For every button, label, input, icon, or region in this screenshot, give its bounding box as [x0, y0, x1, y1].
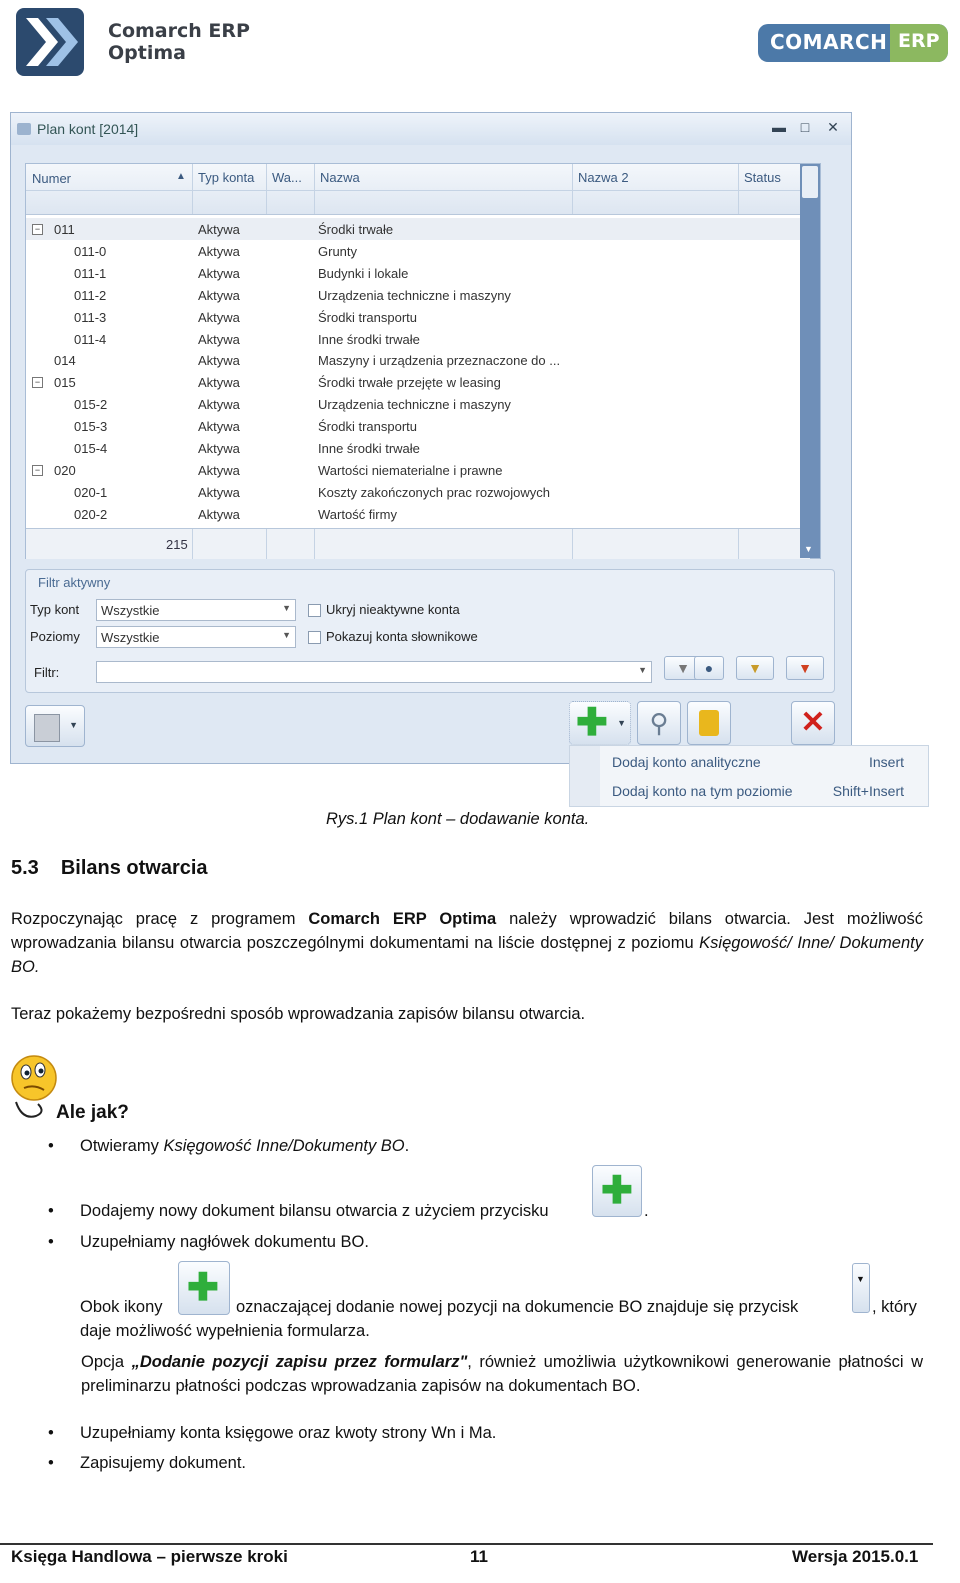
table-row[interactable]: [26, 349, 810, 371]
sort-asc-icon: ▲: [176, 171, 186, 182]
cell-typ: Aktywa: [198, 331, 240, 347]
cell-nazwa: Inne środki trwałe: [318, 441, 420, 456]
add-dropdown-menu: [569, 745, 929, 807]
cell-numer: 015-3: [74, 419, 108, 435]
cell-nazwa: Urządzenia techniczne i maszyny: [318, 287, 511, 303]
cell-typ: Aktywa: [198, 484, 240, 500]
table-row[interactable]: [26, 284, 810, 306]
inline-dropdown-arrow-button: [852, 1263, 870, 1313]
optima-logo-icon: [16, 8, 84, 76]
cell-numer: 015: [54, 375, 76, 391]
table-row[interactable]: [26, 328, 810, 350]
cell-numer: 011-3: [74, 309, 107, 325]
intro-paragraph: [11, 907, 923, 979]
filter-header: Filtr aktywny: [38, 575, 111, 590]
maximize-icon[interactable]: □: [800, 119, 810, 135]
cell-numer: 011: [54, 222, 75, 237]
col-nazwa[interactable]: Nazwa: [320, 170, 360, 185]
window-title: Plan kont [2014]: [37, 121, 139, 137]
product-name-line2: Optima: [108, 42, 186, 64]
obok-text-c: , który: [872, 1298, 917, 1316]
ukryj-checkbox[interactable]: [308, 604, 321, 617]
minimize-icon[interactable]: ▬: [772, 119, 786, 135]
para1-text-e: .: [34, 958, 40, 976]
bullet-dot: •: [48, 1137, 54, 1155]
cell-typ: Aktywa: [198, 243, 240, 259]
cell-typ: Aktywa: [198, 419, 240, 435]
chevron-down-icon: ▼: [69, 720, 78, 730]
para1-text-d: Księgowość/ Inne/ Dokumenty BO: [11, 934, 923, 976]
cell-nazwa: Maszyny i urządzenia przeznaczone do ...: [318, 353, 561, 369]
ukryj-label: Ukryj nieaktywne konta: [326, 602, 460, 617]
chevron-down-icon: ▼: [638, 665, 647, 675]
inline-add-icon-2: [178, 1261, 230, 1315]
pokazuj-label: Pokazuj konta słownikowe: [326, 629, 478, 644]
bullet-dot: •: [48, 1202, 54, 1220]
opcja-text-b: „Dodanie pozycji zapisu przez formularz": [131, 1353, 468, 1371]
plan-kont-window: [10, 112, 852, 764]
cell-numer: 011-0: [74, 243, 107, 259]
typ-kont-select[interactable]: [96, 599, 296, 621]
cell-nazwa: Środki transportu: [318, 309, 417, 325]
cell-numer: 014: [54, 353, 76, 369]
bullet-dot: •: [48, 1233, 54, 1251]
cell-nazwa: Inne środki trwałe: [318, 331, 420, 347]
plus-icon: ✚: [601, 1170, 633, 1212]
table-row[interactable]: [26, 218, 810, 240]
close-icon[interactable]: ✕: [827, 119, 839, 135]
cell-typ: Aktywa: [198, 287, 240, 303]
collapse-icon[interactable]: −: [32, 465, 43, 476]
para1-text-b: Comarch ERP Optima: [308, 910, 497, 928]
cell-numer: 011-1: [74, 265, 107, 281]
bullet-5: Zapisujemy dokument.: [80, 1454, 246, 1472]
print-button[interactable]: [25, 705, 85, 747]
delete-bin-button[interactable]: [687, 701, 731, 745]
bullet-dot: •: [48, 1454, 54, 1472]
cell-numer: 020-2: [74, 506, 108, 522]
filter-globe-icon[interactable]: ●: [694, 656, 724, 680]
grid-header: [26, 164, 810, 215]
cell-typ: Aktywa: [198, 462, 240, 478]
filter-funnel-icon[interactable]: ▼: [664, 656, 702, 680]
window-app-icon: [17, 123, 31, 135]
bullet-4: Uzupełniamy konta księgowe oraz kwoty strony Wn i Ma.: [80, 1424, 497, 1442]
footer-divider: [0, 1543, 933, 1545]
inline-add-button: [592, 1165, 642, 1217]
cell-nazwa: Koszty zakończonych prac rozwojowych: [318, 484, 550, 500]
table-row[interactable]: [26, 306, 810, 328]
plus-icon: ✚: [576, 702, 608, 744]
ale-jak-heading: Ale jak?: [56, 1102, 129, 1123]
filter-clear-icon[interactable]: ▼: [786, 656, 824, 680]
col-numer[interactable]: Numer: [32, 171, 72, 186]
record-count: 215: [166, 537, 188, 552]
footer-version: Wersja 2015.0.1: [792, 1547, 919, 1566]
filter-panel: [25, 569, 835, 693]
para2: Teraz pokażemy bezpośredni sposób wprowadzania zapisów bilansu otwarcia.: [11, 1005, 586, 1023]
para1-text-a: Rozpoczynając pracę z programem: [11, 910, 309, 928]
col-nazwa-2[interactable]: Nazwa 2: [578, 170, 629, 185]
bin-icon: [699, 710, 719, 736]
comarch-logo-text: COMARCH: [770, 30, 888, 54]
table-row[interactable]: [26, 393, 810, 415]
cell-numer: 011-4: [74, 331, 107, 347]
table-row[interactable]: [26, 262, 810, 284]
cell-numer: 020: [54, 462, 76, 478]
close-window-button[interactable]: [791, 701, 835, 745]
section-title: Bilans otwarcia: [60, 857, 208, 879]
table-row[interactable]: [26, 371, 810, 393]
opcja-paragraph: [81, 1350, 923, 1398]
cell-nazwa: Grunty: [318, 243, 358, 259]
collapse-icon[interactable]: −: [32, 377, 43, 388]
bullet-dot: •: [48, 1424, 54, 1442]
para1-text-c: należy wprowadzić bilans otwarcia. Jest możliwość wprowadzania bilansu otwarcia poszczególnymi dokumentami na liście dostępnej z poziomu: [11, 910, 923, 952]
section-number: 5.3: [11, 857, 39, 879]
erp-tag: [890, 24, 948, 62]
erp-tag-text: ERP: [898, 30, 940, 52]
typ-kont-label: Typ kont: [30, 602, 80, 617]
thinking-smiley-icon: [10, 1046, 58, 1122]
opcja-text-a: Opcja: [81, 1353, 132, 1371]
filtr-input[interactable]: [96, 661, 652, 683]
col-typ-konta[interactable]: Typ konta: [198, 170, 255, 185]
cell-typ: Aktywa: [198, 353, 240, 369]
poziomy-select[interactable]: [96, 626, 296, 648]
col-status[interactable]: Status: [744, 170, 781, 185]
cell-nazwa: Urządzenia techniczne i maszyny: [318, 397, 511, 413]
scroll-down-icon[interactable]: ▼: [804, 544, 813, 554]
menu-add-analytic[interactable]: Dodaj konto analityczne: [612, 754, 761, 770]
cell-numer: 015-2: [74, 397, 108, 413]
cell-typ: Aktywa: [198, 222, 240, 237]
cell-typ: Aktywa: [198, 309, 240, 325]
obok-text-d: daje możliwość wypełnienia formularza.: [80, 1322, 370, 1340]
print-icon: [34, 714, 60, 742]
grid-scrollbar[interactable]: [800, 164, 820, 558]
table-row[interactable]: [26, 503, 810, 525]
cell-nazwa: Budynki i lokale: [318, 265, 409, 281]
grid-footer: [26, 528, 810, 559]
bullet-1: [80, 1137, 409, 1156]
filter-row[interactable]: [26, 190, 810, 215]
typ-kont-value: Wszystkie: [101, 603, 160, 618]
b1-text-a: Otwieramy: [80, 1137, 164, 1155]
close-x-icon: ✕: [800, 706, 826, 739]
cell-nazwa: Wartość firmy: [318, 506, 397, 522]
menu-add-same-level[interactable]: Dodaj konto na tym poziomie: [612, 783, 793, 799]
footer-title: Księga Handlowa – pierwsze kroki: [11, 1547, 288, 1566]
pokazuj-checkbox[interactable]: [308, 631, 321, 644]
opcja-text-c: , również umożliwia użytkownikowi generowanie płatności w preliminarzu płatności podczas wprowadzania zapisów na dokumentach BO.: [81, 1353, 923, 1395]
cell-typ: Aktywa: [198, 506, 240, 522]
page-number: 11: [470, 1547, 488, 1566]
table-row[interactable]: [26, 240, 810, 262]
cell-typ: Aktywa: [198, 441, 240, 456]
filter-edit-icon[interactable]: ▼: [736, 656, 774, 680]
menu-add-analytic-shortcut: Insert: [868, 754, 904, 770]
filtr-label: Filtr:: [34, 665, 60, 680]
table-row[interactable]: [26, 415, 810, 437]
bullet-3: Uzupełniamy nagłówek dokumentu BO.: [80, 1233, 369, 1251]
comarch-logo: [758, 24, 948, 62]
accounts-grid: [25, 163, 821, 559]
bullet-2-end: .: [644, 1202, 649, 1220]
table-row[interactable]: [26, 437, 810, 459]
bullet-2: Dodajemy nowy dokument bilansu otwarcia z użyciem przycisku: [80, 1202, 549, 1220]
window-titlebar: [11, 113, 851, 145]
chevron-down-icon: ▼: [856, 1274, 865, 1284]
b1-text-b: Księgowość Inne/Dokumenty BO: [163, 1137, 405, 1155]
obok-text-a: Obok ikony: [80, 1298, 163, 1316]
add-button[interactable]: [569, 701, 631, 745]
edit-button[interactable]: [637, 701, 681, 745]
chevron-down-icon: ▼: [282, 630, 291, 640]
obok-text-b: oznaczającej dodanie nowej pozycji na dokumencie BO znajduje się przycisk: [236, 1298, 799, 1316]
cell-numer: 011-2: [74, 287, 107, 303]
table-row[interactable]: [26, 459, 810, 481]
magnifier-icon: ⚲: [649, 708, 669, 738]
cell-numer: 015-4: [74, 441, 108, 456]
cell-typ: Aktywa: [198, 265, 240, 281]
section-heading: [11, 857, 208, 880]
figure-caption: Rys.1 Plan kont – dodawanie konta.: [326, 810, 590, 828]
col-waluta[interactable]: Wa...: [272, 170, 302, 185]
cell-nazwa: Środki transportu: [318, 419, 417, 435]
poziomy-value: Wszystkie: [101, 630, 160, 645]
cell-nazwa: Środki trwałe: [318, 222, 394, 237]
chevron-down-icon: ▼: [617, 718, 626, 728]
b1-text-c: .: [404, 1137, 410, 1155]
cell-typ: Aktywa: [198, 397, 240, 413]
scrollbar-thumb[interactable]: [802, 166, 818, 198]
cell-typ: Aktywa: [198, 375, 240, 391]
poziomy-label: Poziomy: [30, 629, 80, 644]
plus-icon: ✚: [187, 1267, 219, 1309]
product-name: [108, 20, 250, 64]
cell-nazwa: Wartości niematerialne i prawne: [318, 462, 503, 478]
product-name-line1: Comarch ERP: [108, 20, 250, 42]
collapse-icon[interactable]: −: [32, 224, 43, 235]
cell-nazwa: Środki trwałe przejęte w leasing: [318, 375, 501, 391]
table-row[interactable]: [26, 481, 810, 503]
menu-add-same-level-shortcut: Shift+Insert: [832, 783, 904, 799]
cell-numer: 020-1: [74, 484, 108, 500]
chevron-down-icon: ▼: [282, 603, 291, 613]
